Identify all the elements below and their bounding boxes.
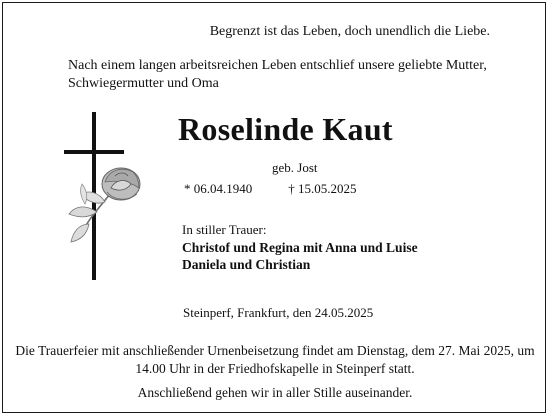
birth-date: * 06.04.1940	[184, 181, 253, 196]
farewell-text: Anschließend gehen wir in aller Stille auseinander.	[137, 385, 413, 400]
life-dates	[184, 181, 357, 197]
cross-with-rose	[55, 112, 155, 282]
death-date: † 15.05.2025	[288, 181, 357, 196]
intro-text: Nach einem langen arbeitsreichen Leben entschlief unsere geliebte Mutter, Schwiegermutter und Oma	[68, 58, 487, 91]
birth-name: geb. Jost	[272, 160, 318, 175]
rose-icon	[69, 168, 140, 242]
place-date: Steinperf, Frankfurt, den 24.05.2025	[183, 305, 374, 320]
funeral-info: Die Trauerfeier mit anschließender Urnenbeisetzung findet am Dienstag, dem 27. Mai 2025, um 14.00 Uhr in der Friedhofskapelle in Steinperf statt.	[15, 343, 535, 376]
mourning-intro: In stiller Trauer:	[182, 222, 267, 237]
deceased-name: Roselinde Kaut	[178, 111, 393, 147]
mourner-line: Christof und Regina mit Anna und Luise	[182, 240, 418, 255]
motto: Begrenzt ist das Leben, doch unendlich die Liebe.	[209, 24, 490, 39]
mourner-line: Daniela und Christian	[182, 257, 311, 272]
